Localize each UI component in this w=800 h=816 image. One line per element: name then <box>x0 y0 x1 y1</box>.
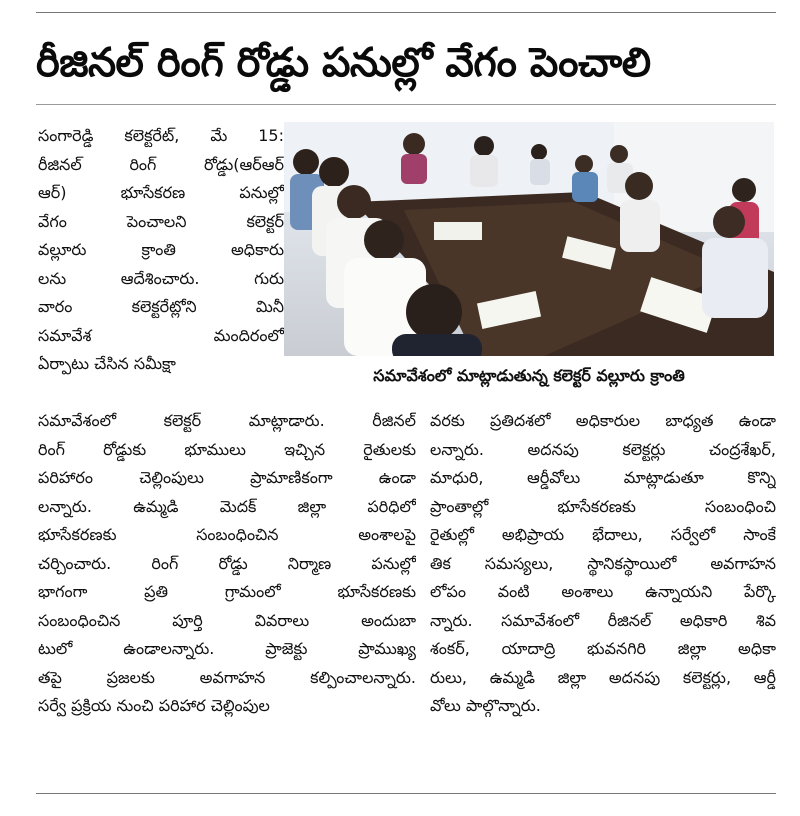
article-line: వేగం పెంచాలని కలెక్టర్ <box>38 211 284 231</box>
article-line: ప్రాంతాల్లో భూసేకరణకు సంబంధించి <box>430 496 776 516</box>
article-line: వల్లూరు క్రాంతి అధికారు <box>38 240 284 259</box>
article-line: రైతుల్లో అభిప్రాయ భేదాలు, సర్వేలో సాంకే <box>430 525 776 544</box>
article-line: సంబంధించిన పూర్తి వివరాలు అందుబా <box>38 610 416 630</box>
article-line: సర్వే ప్రక్రియ నుంచి పరిహార చెల్లింపుల <box>38 696 270 715</box>
article-line: లోపం వంటి అంశాలు ఉన్నాయని పేర్కొ <box>430 582 776 601</box>
article-line: న్నారు. సమావేశంలో రీజినల్ అధికారి శివ <box>430 610 776 630</box>
article-line: ఆర్) భూసేకరణ పనుల్లో <box>38 183 284 202</box>
article-line: లన్నారు. ఉమ్మడి మెదక్ జిల్లా పరిధిలో <box>38 496 416 516</box>
article-line: టులో ఉండాలన్నారు. ప్రాజెక్టు ప్రాముఖ్య <box>38 639 416 658</box>
article-line: ఏర్పాటు చేసిన సమీక్షా <box>38 354 176 373</box>
article-line: పరిహారం చెల్లింపులు ప్రామాణికంగా ఉండా <box>38 468 416 487</box>
article-line: రులు, ఉమ్మడి జిల్లా అదనపు కలెక్టర్లు, ఆర్డీ <box>430 667 776 687</box>
headline: రీజినల్ రింగ్ రోడ్డు పనుల్లో వేగం పెంచాలి <box>36 40 651 86</box>
bottom-rule <box>36 793 776 794</box>
article-line: వరకు ప్రతిదశలో అధికారుల బాధ్యత ఉండా <box>430 411 776 430</box>
article-line: సమావేశ మందిరంలో <box>38 325 284 345</box>
article-column-left-top <box>38 122 284 379</box>
article-line: రీజినల్ రింగ్ రోడ్డు(ఆర్ఆర్ <box>38 154 284 174</box>
article-line: మాధురి, ఆర్డీవోలు మాట్లాడుతూ కొన్ని <box>430 468 776 487</box>
article-column-left-bottom <box>38 407 416 721</box>
article-line: భూసేకరణకు సంబంధించిన అంశాలపై <box>38 525 416 544</box>
meeting-photo <box>284 122 774 356</box>
article-line: రింగ్ రోడ్డుకు భూములు ఇచ్చిన రైతులకు <box>38 439 416 459</box>
article-column-right <box>430 407 776 721</box>
headline-rule <box>36 104 776 105</box>
meeting-photo-illustration <box>284 122 774 356</box>
article-line: లన్నారు. అదనపు కలెక్టర్లు చంద్రశేఖర్, <box>430 439 776 459</box>
article-line: తపై ప్రజలకు అవగాహన కల్పించాలన్నారు. <box>38 667 416 687</box>
photo-caption: సమావేశంలో మాట్లాడుతున్న కలెక్టర్ వల్లూరు క్రాంతి <box>284 358 774 394</box>
article-line: వోలు పాల్గొన్నారు. <box>430 696 541 715</box>
article-line: లను ఆదేశించారు. గురు <box>38 268 284 288</box>
article-line: సమావేశంలో కలెక్టర్ మాట్లాడారు. రీజినల్ <box>38 411 416 430</box>
article-line: చర్చించారు. రింగ్ రోడ్డు నిర్మాణ పనుల్లో <box>38 553 416 573</box>
article-line: వారం కలెక్టరేట్లోని మినీ <box>38 297 284 316</box>
article-line: భాగంగా ప్రతి గ్రామంలో భూసేకరణకు <box>38 582 416 601</box>
article-line: తిక సమస్యలు, స్థానికస్థాయిలో అవగాహన <box>430 553 776 573</box>
top-rule <box>36 12 776 13</box>
article-line: శంకర్, యాదాద్రి భువనగిరి జిల్లా అధికా <box>430 639 776 658</box>
article-line: సంగారెడ్డి కలెక్టరేట్, మే 15: <box>38 126 284 145</box>
